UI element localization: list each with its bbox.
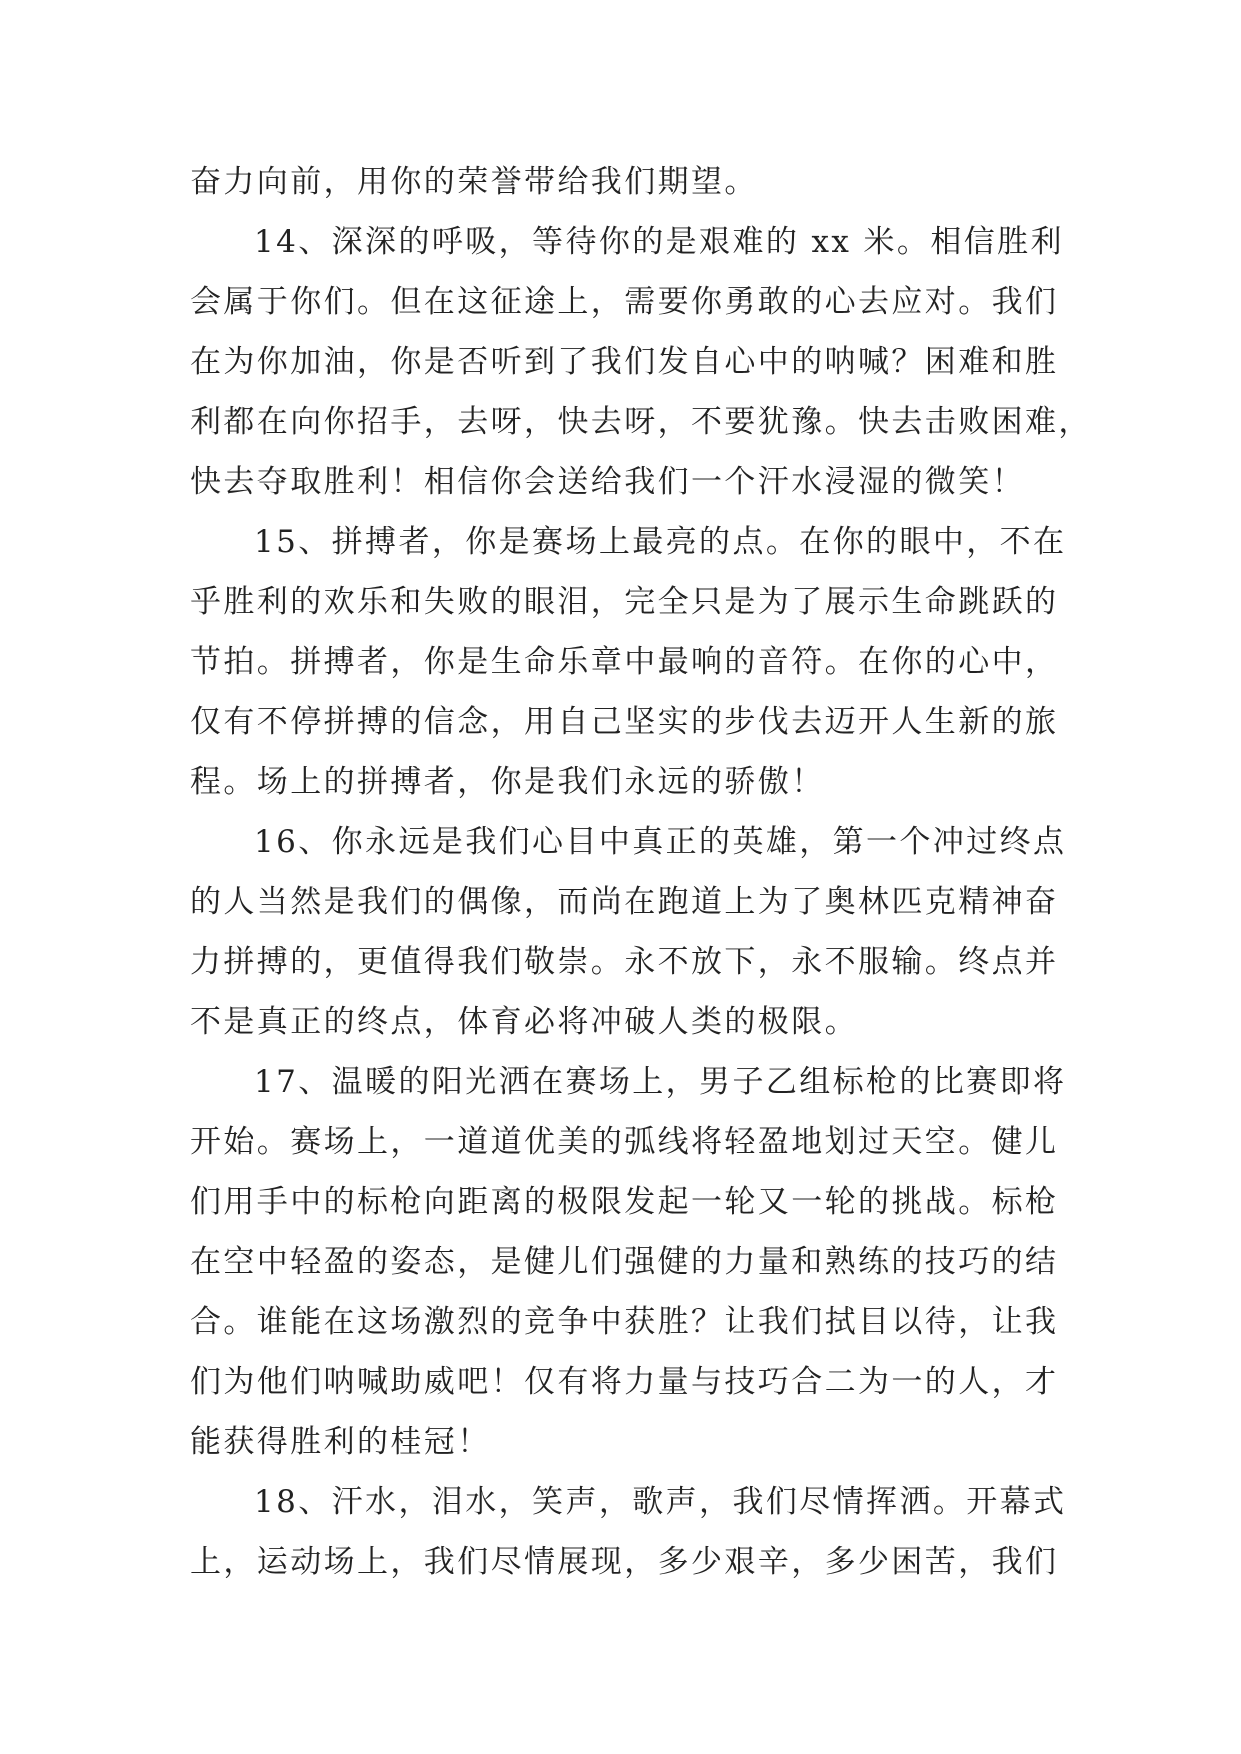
text-line: 力拼搏的，更值得我们敬崇。永不放下，永不服输。终点并	[190, 944, 1059, 980]
text-line: 快去夺取胜利！相信你会送给我们一个汗水浸湿的微笑！	[190, 464, 1025, 500]
text-line: 奋力向前，用你的荣誉带给我们期望。	[190, 164, 758, 200]
text-line: 们为他们呐喊助威吧！仅有将力量与技巧合二为一的人，才	[190, 1364, 1059, 1400]
text-line: 在空中轻盈的姿态，是健儿们强健的力量和熟练的技巧的结	[190, 1244, 1059, 1280]
paragraph-18-start: 18、汗水，泪水，笑声，歌声，我们尽情挥洒。开幕式	[254, 1484, 1067, 1520]
text-line: 利都在向你招手，去呀，快去呀，不要犹豫。快去击败困难，	[190, 404, 1092, 440]
text-line: 不是真正的终点，体育必将冲破人类的极限。	[190, 1004, 858, 1040]
text-line: 仅有不停拼搏的信念，用自己坚实的步伐去迈开人生新的旅	[190, 704, 1059, 740]
body-text	[190, 152, 1092, 1592]
text-line: 的人当然是我们的偶像，而尚在跑道上为了奥林匹克精神奋	[190, 884, 1059, 920]
text-line: 开始。赛场上，一道道优美的弧线将轻盈地划过天空。健儿	[190, 1124, 1059, 1160]
text-line: 节拍。拼搏者，你是生命乐章中最响的音符。在你的心中，	[190, 644, 1059, 680]
text-line: 乎胜利的欢乐和失败的眼泪，完全只是为了展示生命跳跃的	[190, 584, 1059, 620]
text-line: 程。场上的拼搏者，你是我们永远的骄傲！	[190, 764, 825, 800]
text-line: 会属于你们。但在这征途上，需要你勇敢的心去应对。我们	[190, 284, 1059, 320]
text-line: 能获得胜利的桂冠！	[190, 1424, 491, 1460]
text-line: 上，运动场上，我们尽情展现，多少艰辛，多少困苦，我们	[190, 1544, 1059, 1580]
text-line: 合。谁能在这场激烈的竞争中获胜？让我们拭目以待，让我	[190, 1304, 1059, 1340]
paragraph-15-start: 15、拼搏者，你是赛场上最亮的点。在你的眼中，不在	[254, 524, 1067, 560]
paragraph-14-start: 14、深深的呼吸，等待你的是艰难的 xx 米。相信胜利	[254, 224, 1064, 260]
paragraph-16-start: 16、你永远是我们心目中真正的英雄，第一个冲过终点	[254, 824, 1067, 860]
paragraph-17-start: 17、温暖的阳光洒在赛场上，男子乙组标枪的比赛即将	[254, 1064, 1067, 1100]
text-line: 们用手中的标枪向距离的极限发起一轮又一轮的挑战。标枪	[190, 1184, 1059, 1220]
text-line: 在为你加油，你是否听到了我们发自心中的呐喊？困难和胜	[190, 344, 1059, 380]
